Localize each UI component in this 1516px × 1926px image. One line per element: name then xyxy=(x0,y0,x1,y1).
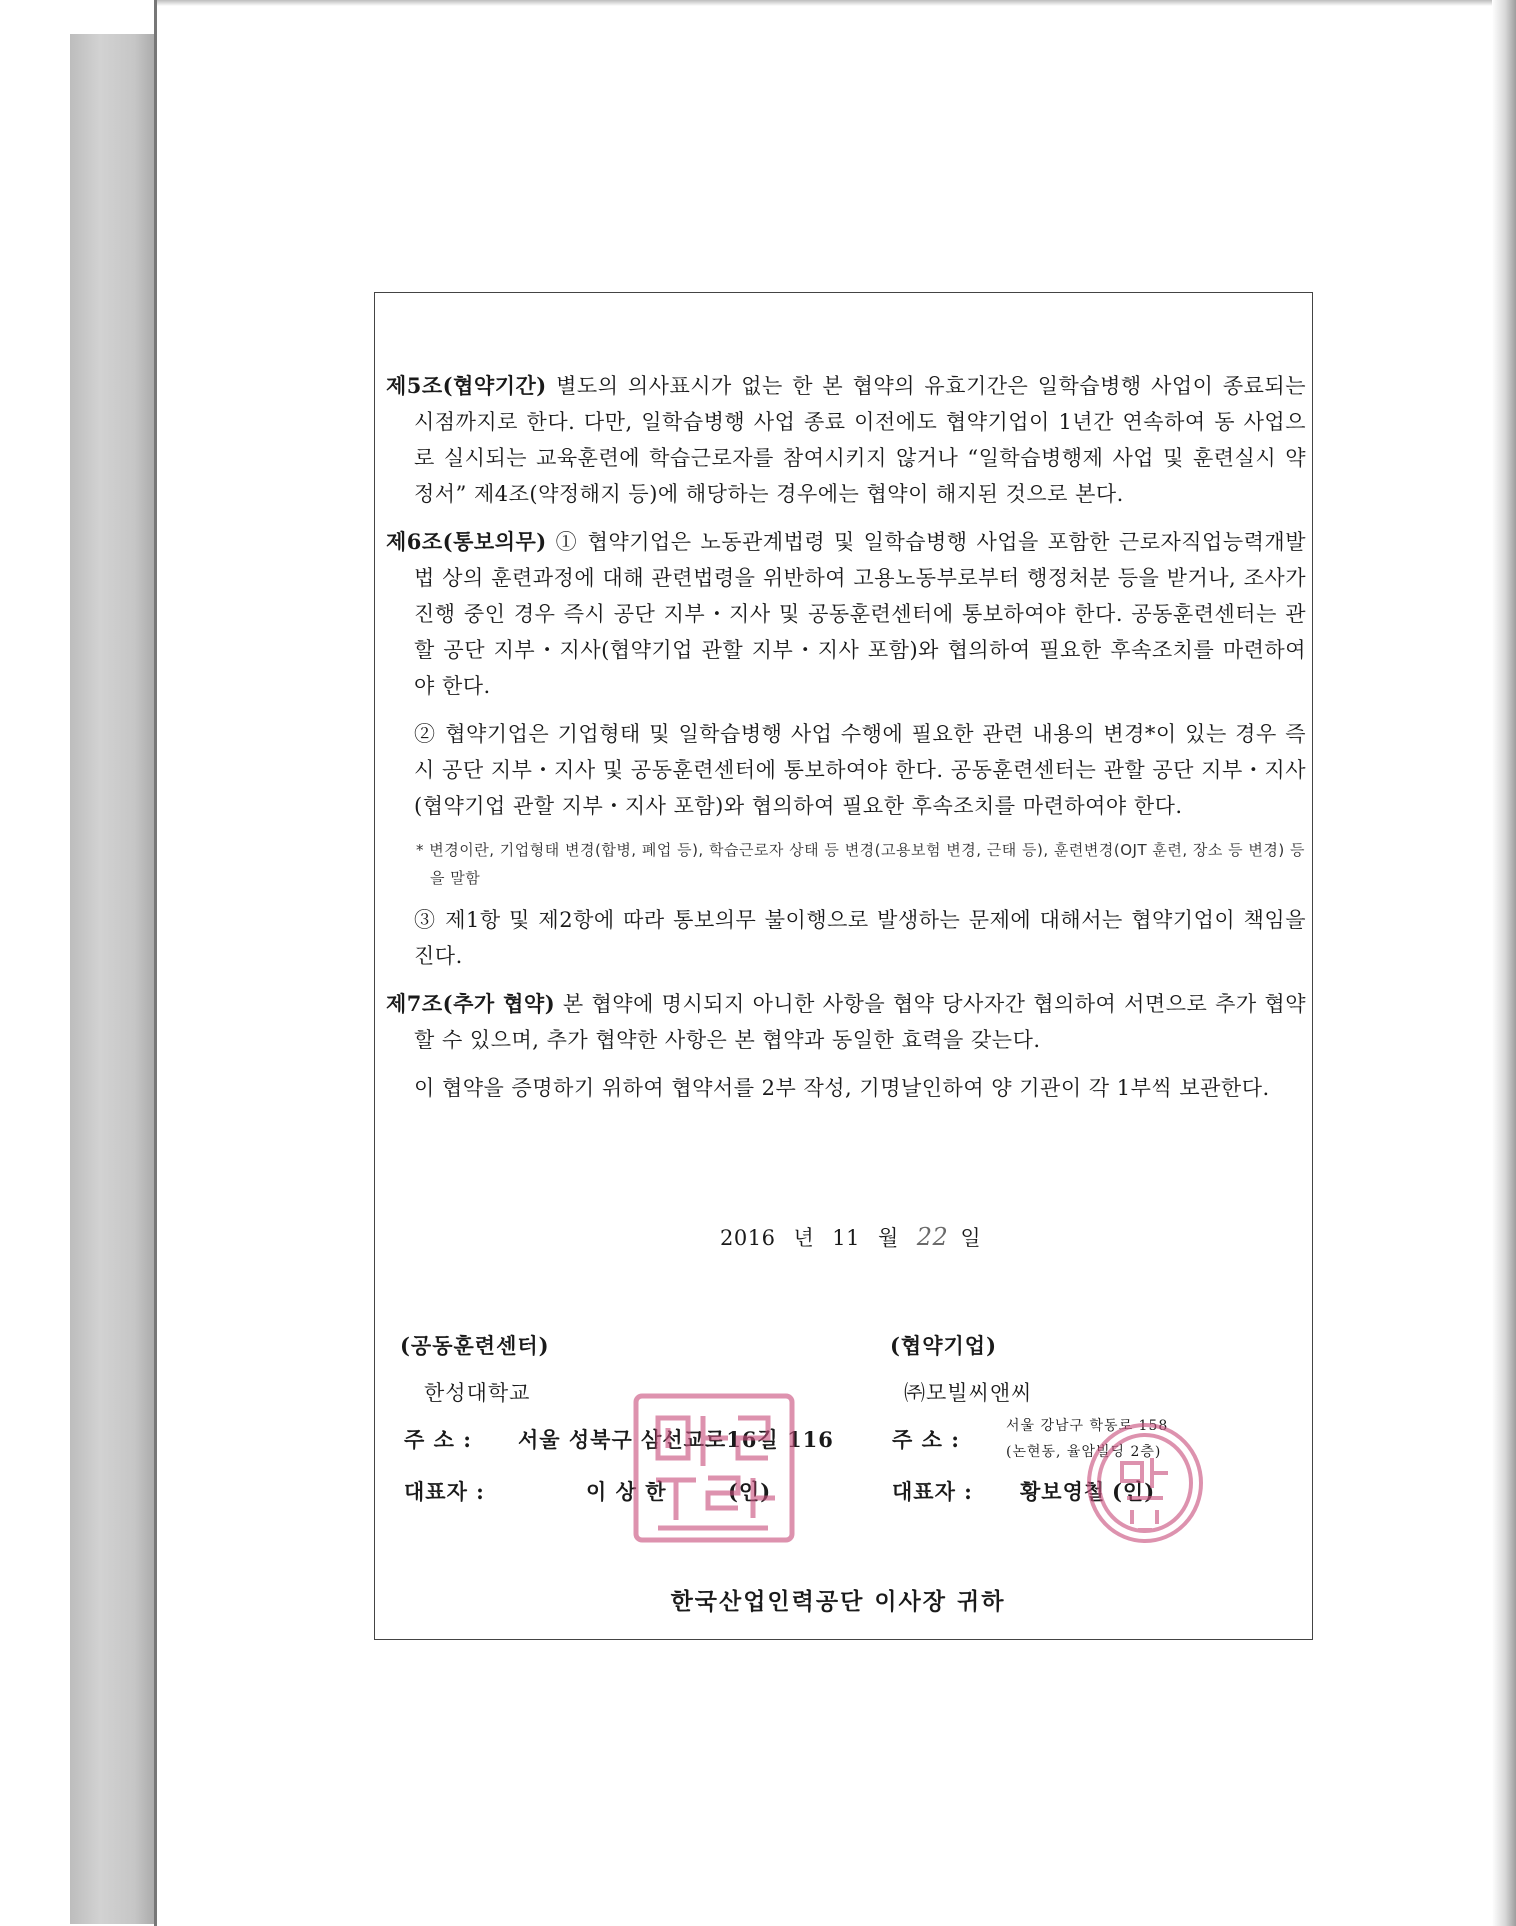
center-address: 서울 성북구 삼선교로16길 116 xyxy=(518,1427,834,1452)
article-6-clause-3: ③ 제1항 및 제2항에 따라 통보의무 불이행으로 발생하는 문제에 대해서는 협약기업이 책임을 진다. xyxy=(414,908,1306,968)
center-address-label: 주 소 : xyxy=(404,1427,472,1452)
company-heading: (협약기업) xyxy=(890,1333,998,1358)
article-6-clause-2: ② 협약기업은 기업형태 및 일학습병행 사업 수행에 필요한 관련 내용의 변경*이 있는 경우 즉시 공단 지부・지사 및 공동훈련센터에 통보하여야 한다. 공동훈련센터는 관할 공단 지부・지사(협약기업 관할 지부・지사 포함)와 협의하여 필요한 후속조치를 마련하여야 한다. xyxy=(414,722,1306,818)
addressee-line: 한국산업인력공단 이사장 귀하 xyxy=(670,1588,1006,1615)
company-address-label: 주 소 : xyxy=(892,1427,960,1452)
company-rep-name: 황보영철 xyxy=(1020,1479,1106,1504)
agreement-body xyxy=(386,368,1306,1106)
page-right-shadow xyxy=(1492,0,1516,1926)
article-7 xyxy=(386,986,1306,1058)
center-name: 한성대학교 xyxy=(424,1381,531,1405)
article-5-title: 제5조(협약기간) xyxy=(386,373,547,398)
company-name: ㈜모빌씨앤씨 xyxy=(904,1381,1033,1405)
company-seal-mark: (인) xyxy=(1112,1479,1156,1504)
article-6-clause-1: ① 협약기업은 노동관계법령 및 일학습병행 사업을 포함한 근로자직업능력개발법 상의 훈련과정에 대해 관련법령을 위반하여 고용노동부로부터 행정처분 등을 받거나, 조사가 진행 중인 경우 즉시 공단 지부・지사 및 공동훈련센터에 통보하여야 한다. 공동훈련센터는 관할 공단 지부・지사(협약기업 관할 지부・지사 포함)와 협의하여 필요한 후속조치를 마련하여야 한다. xyxy=(414,530,1306,698)
date-year-unit: 년 xyxy=(793,1226,815,1250)
center-rep-label: 대표자 : xyxy=(404,1479,485,1504)
center-rep-name: 이 상 한 xyxy=(586,1479,667,1504)
center-seal-mark: (인) xyxy=(728,1479,772,1504)
date-day-unit: 일 xyxy=(960,1226,982,1250)
document-spine xyxy=(70,34,156,1924)
date-year: 2016 xyxy=(720,1226,776,1250)
center-heading: (공동훈련센터) xyxy=(400,1333,550,1358)
company-address-line1: 서울 강남구 학동로 158 xyxy=(1006,1418,1169,1434)
closing-statement: 이 협약을 증명하기 위하여 협약서를 2부 작성, 기명날인하여 양 기관이 각 1부씩 보관한다. xyxy=(414,1076,1270,1100)
article-6 xyxy=(386,524,1306,704)
date-month: 11 xyxy=(832,1226,860,1250)
date-day-handwritten: 22 xyxy=(916,1223,949,1251)
article-6-title: 제6조(통보의무) xyxy=(386,529,547,554)
article-5 xyxy=(386,368,1306,512)
page-top-shadow xyxy=(157,0,1516,6)
date-month-unit: 월 xyxy=(877,1226,899,1250)
article-7-title: 제7조(추가 협약) xyxy=(386,991,556,1016)
article-5-text: 별도의 의사표시가 없는 한 본 협약의 유효기간은 일학습병행 사업이 종료되는 시점까지로 한다. 다만, 일학습병행 사업 종료 이전에도 협약기업이 1년간 연속하여 동 사업으로 실시되는 교육훈련에 학습근로자를 참여시키지 않거나 “일학습병행제 사업 및 훈련실시 약정서” 제4조(약정해지 등)에 해당하는 경우에는 협약이 해지된 것으로 본다. xyxy=(414,374,1306,506)
company-rep-label: 대표자 : xyxy=(892,1479,973,1504)
article-6-footnote: * 변경이란, 기업형태 변경(합병, 폐업 등), 학습근로자 상태 등 변경(고용보험 변경, 근태 등), 훈련변경(OJT 훈련, 장소 등 변경) 등을 말함 xyxy=(416,841,1305,887)
article-7-text: 본 협약에 명시되지 아니한 사항을 협약 당사자간 협의하여 서면으로 추가 협약할 수 있으며, 추가 협약한 사항은 본 협약과 동일한 효력을 갖는다. xyxy=(414,992,1307,1052)
agreement-date xyxy=(720,1222,981,1252)
company-address-line2: (논현동, 율암빌딩 2층) xyxy=(1006,1444,1162,1460)
